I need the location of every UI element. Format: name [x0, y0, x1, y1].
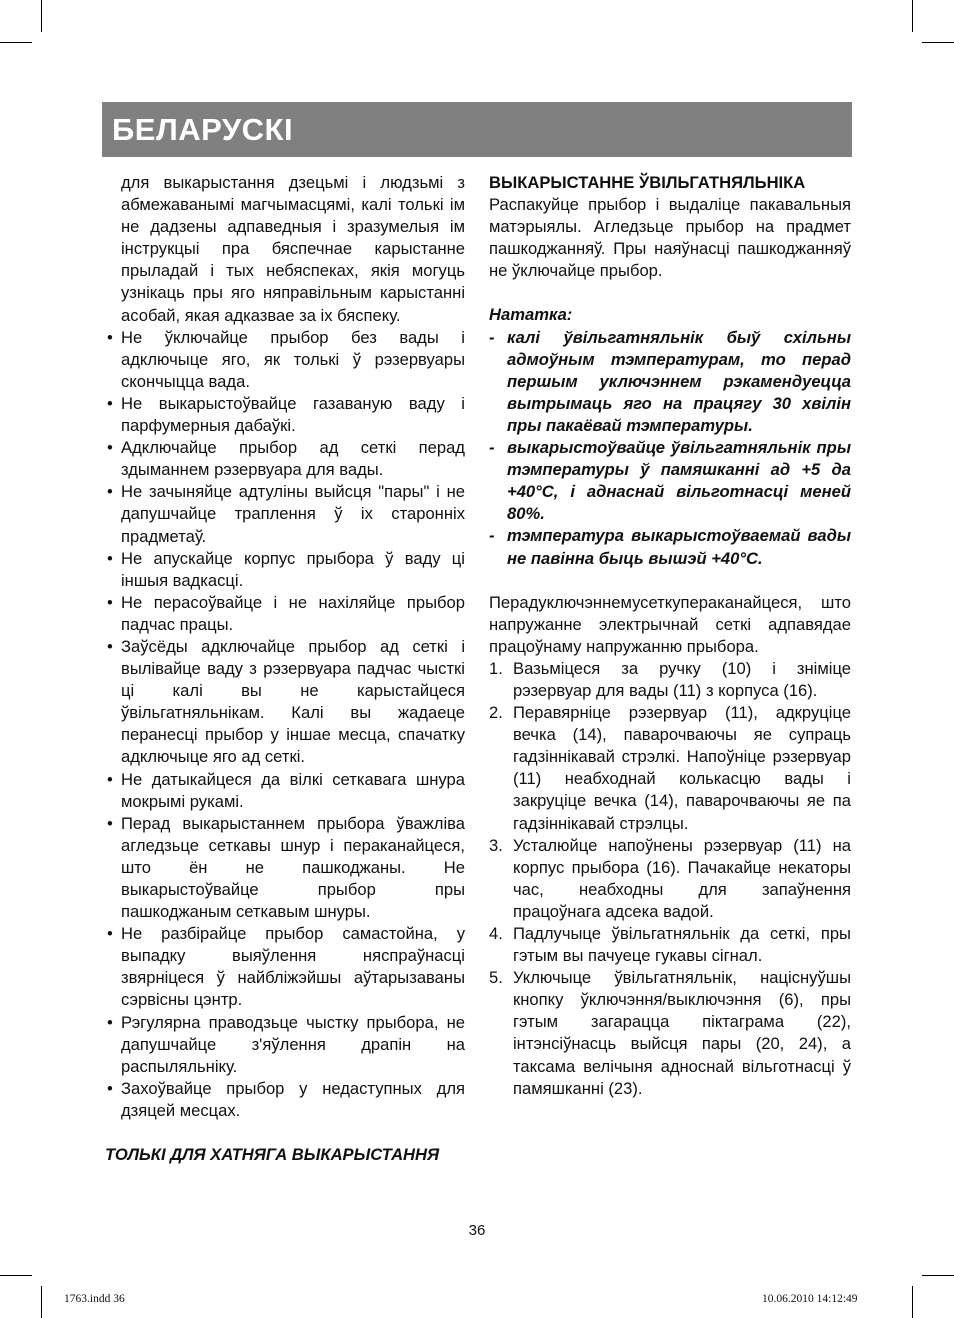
bullet-item — [105, 769, 465, 813]
bullet-item-marker: • — [107, 769, 113, 789]
bullet-item — [105, 481, 465, 547]
crop-mark — [0, 1275, 32, 1276]
crop-mark — [912, 1286, 913, 1318]
bullet-item — [105, 548, 465, 592]
bullet-item-marker: • — [107, 1012, 113, 1032]
bullet-item — [105, 1078, 465, 1122]
section-intro: Распакуйце прыбор і выдаліце пакавальныя матэрыялы. Агледзьце прыбор на прадмет пашкоджанняў. Пры наяўнасці пашкоджанняў не ўключайце прыбор. — [489, 195, 851, 281]
bullet-item-text: Не датыкайцеся да вілкі сеткавага шнура мокрымі рукамі. — [121, 769, 465, 811]
note-item-marker: - — [489, 327, 495, 347]
note-item — [489, 437, 851, 525]
step-item — [489, 967, 851, 1100]
page-number: 36 — [468, 1222, 486, 1239]
bullet-item-marker: • — [107, 438, 113, 458]
bullet-item — [105, 813, 465, 923]
bullet-item — [105, 327, 465, 393]
left-column — [105, 172, 465, 1166]
intro-paragraph: для выкарыстання дзецьмі і людзьмі з абмежаванымі магчымасцямі, калі толькі ім не дадзены адпаведныя і зразумелыя ім інструкцыі пра бяспечнае карыстанне прыладай і тых небяспеках, якія могуць узнікаць пры яго няправільным карыстанні асобай, якая адказвае за іх бяспеку. — [121, 173, 465, 325]
footer-file: 1763.indd 36 — [64, 1293, 125, 1305]
bullet-item — [105, 923, 465, 1011]
note-item-text: калі ўвільгатняльнік быў схільны адмоўным тэмпературам, то перад першым уключэннем рэкамендуецца вытрымаць яго на працягу 30 хвілін пры пакаёвай тэмпературы. — [507, 327, 851, 435]
crop-mark — [41, 0, 42, 32]
spacer — [489, 570, 851, 592]
step-item-marker: 2. — [489, 703, 503, 723]
step-item-text: Усталюйце напоўнены рэзервуар (11) на корпус прыбора (16). Пачакайце некаторы час, неабходны для запаўнення працоўнага адсека вадой. — [513, 835, 851, 921]
bullet-item — [105, 1012, 465, 1078]
step-item-text: Уключыце ўвільгатняльнік, націснуўшы кнопку ўключэння/выключэння (6), пры гэтым загарацца піктаграма (22), інтэнсіўнасць выйсця пары (20, 24), а таксама велічыня адноснай вільготнасці ў памяшканні (23). — [513, 968, 851, 1098]
bullet-item — [105, 636, 465, 769]
step-item — [489, 702, 851, 835]
bullet-item-text: Не ўключайце прыбор без вады і адключыце яго, як толькі ў рэзервуары скончыцца вада. — [121, 327, 465, 391]
step-item-marker: 5. — [489, 968, 503, 988]
note-item-text: тэмпература выкарыстоўваемай вады не павінна быць вышэй +40°C. — [507, 526, 851, 568]
bullet-item-marker: • — [107, 924, 113, 944]
bullet-item — [105, 437, 465, 481]
pre-steps-paragraph: Перадуключэннемусеткупераканайцеся, што напружанне электрычнай сеткі адпавядае працоўнаму напружанню прыбора. — [489, 592, 851, 656]
step-item-text: Падлучыце ўвільгатняльнік да сеткі, пры гэтым вы пачуеце гукавы сігнал. — [513, 924, 851, 966]
bullet-item-marker: • — [107, 482, 113, 502]
crop-mark — [41, 1286, 42, 1318]
bullet-item — [105, 592, 465, 636]
bullet-item-marker: • — [107, 548, 113, 568]
note-item-marker: - — [489, 526, 495, 546]
note-item — [489, 525, 851, 569]
footer-date: 10.06.2010 14:12:49 — [762, 1293, 858, 1305]
bullet-item-text: Захоўвайце прыбор у недаступных для дзяцей месцах. — [121, 1078, 465, 1120]
step-item — [489, 658, 851, 702]
steps-list — [489, 658, 851, 1100]
bullet-item-marker: • — [107, 636, 113, 656]
step-item-text: Перавярніце рэзервуар (11), адкруціце вечка (14), паварочваючы яе супраць гадзіннікавай стрэлкі. Напоўніце рэзервуар (11) неабходнай колькасцю вады і закруціце вечка (14), паварочваючы яе па гадзіннікавай стрэлцы. — [513, 703, 851, 833]
bullet-item — [105, 393, 465, 437]
bullet-item-marker: • — [107, 592, 113, 612]
bullet-item-text: Не апускайце корпус прыбора ў ваду ці іншыя вадкасці. — [121, 548, 465, 590]
note-list — [489, 327, 851, 570]
bullet-item-text: Рэгулярна праводзьце чыстку прыбора, не дапушчайце з'яўлення драпін на распыляльніку. — [121, 1012, 465, 1076]
step-item-marker: 1. — [489, 658, 503, 678]
crop-mark — [922, 42, 954, 43]
step-item-marker: 4. — [489, 924, 503, 943]
note-item-marker: - — [489, 438, 495, 458]
crop-mark — [0, 42, 32, 43]
bullet-item-text: Не перасоўвайце і не нахіляйце прыбор падчас працы. — [121, 592, 465, 634]
page-title: БЕЛАРУСКІ — [112, 112, 294, 147]
note-item-text: выкарыстоўвайце ўвільгатняльнік пры тэмпературы ў памяшканні ад +5 да +40°C, і аднаснай вільготнасці меней 80%. — [507, 438, 851, 524]
bullet-item-marker: • — [107, 1078, 113, 1098]
note-item — [489, 327, 851, 437]
safety-bullet-list — [105, 327, 465, 1122]
bullet-item-text: Не разбірайце прыбор самастойна, у выпадку выяўлення няспраўнасці звярніцеся ў найбліжэйшы аўтарызаваны сэрвісны цэнтр. — [121, 924, 465, 1010]
bullet-item-text: Не выкарыстоўвайце газаваную ваду і парфумерныя дабаўкі. — [121, 393, 465, 436]
step-item — [489, 923, 851, 967]
bullet-item-marker: • — [107, 393, 113, 413]
step-item-marker: 3. — [489, 835, 503, 855]
bullet-item-marker: • — [107, 813, 113, 833]
bullet-item-marker: • — [107, 327, 113, 347]
section-heading: ВЫКАРЫСТАННЕ ЎВІЛЬГАТНЯЛЬНІКА — [489, 173, 806, 192]
note-title: Нататка: — [489, 305, 573, 325]
right-column — [489, 172, 851, 1100]
bullet-item-text: Не зачыняйце адтуліны выйсця "пары" і не дапушчайце траплення ў іх старонніх прадметаў. — [121, 482, 465, 546]
step-item-text: Вазьміцеся за ручку (10) і зніміце рэзервуар для вады (11) з корпуса (16). — [513, 658, 851, 700]
bullet-item-text: Перад выкарыстаннем прыбора ўважліва агледзьце сеткавы шнур і пераканайцеся, што ён не пашкоджаны. Не выкарыстоўвайце прыбор пры пашкоджаным сеткавым шнуры. — [121, 813, 465, 922]
home-use-heading: ТОЛЬКІ ДЛЯ ХАТНЯГА ВЫКАРЫСТАННЯ — [105, 1145, 440, 1165]
bullet-item-text: Заўсёды адключайце прыбор ад сеткі і вылівайце ваду з рэзервуара падчас чысткі ці калі вы не карыстайцеся ўвільгатняльнікам. Калі вы жадаеце перанесці прыбор у іншае месца, спачатку адключыце яго ад сеткі. — [121, 636, 465, 767]
bullet-item-text: Адключайце прыбор ад сеткі перад здыманнем рэзервуара для вады. — [121, 438, 465, 480]
crop-mark — [912, 0, 913, 32]
crop-mark — [922, 1275, 954, 1276]
step-item — [489, 835, 851, 923]
